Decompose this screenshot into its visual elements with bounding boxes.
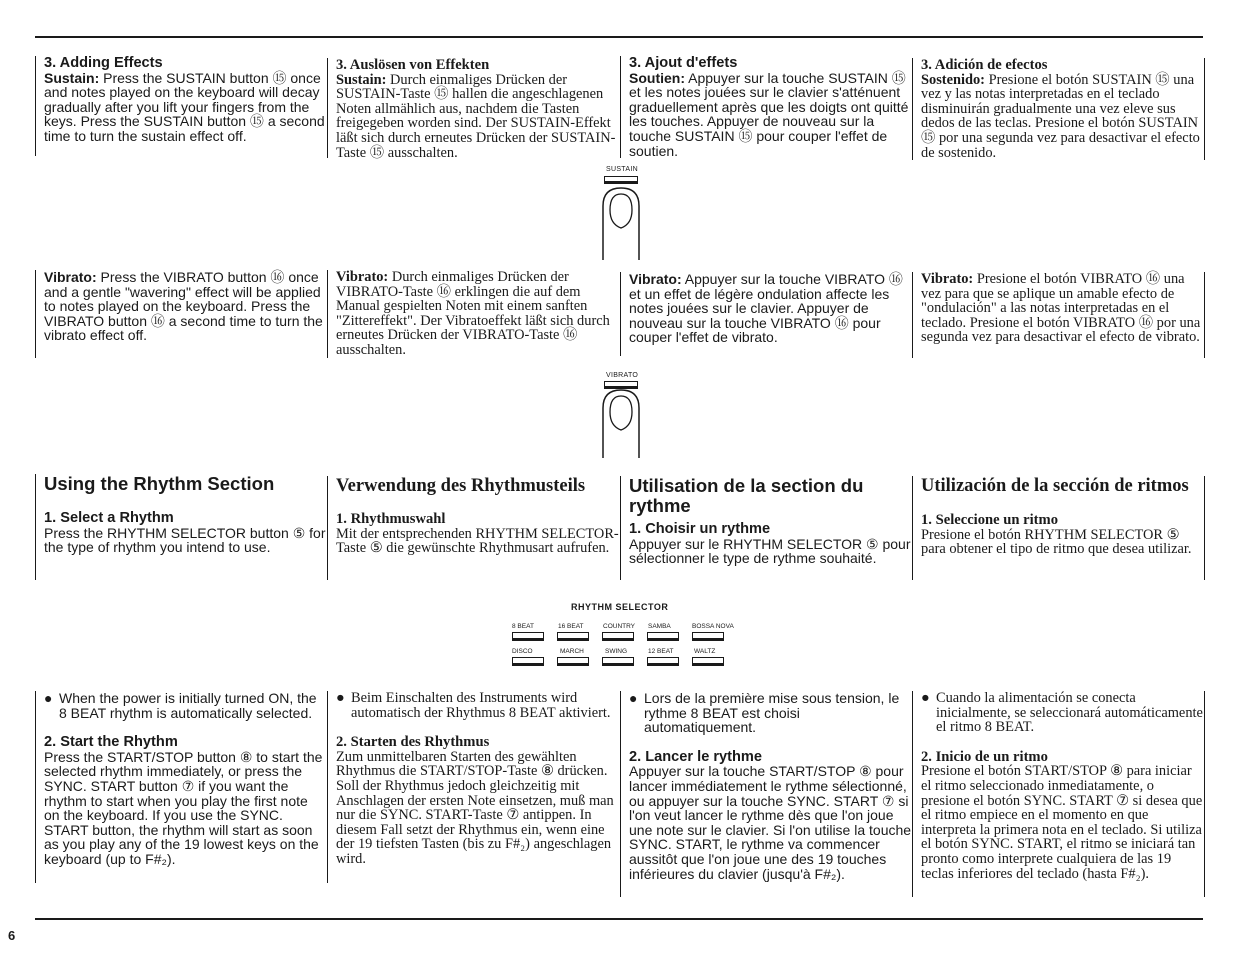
finger-icon: [598, 386, 644, 458]
vibrato-es: [912, 272, 1205, 358]
bullet-icon: ●: [921, 690, 930, 706]
finger-icon: [598, 184, 644, 260]
vibrato-figure-label: VIBRATO: [606, 372, 639, 379]
rhythm-label-march: MARCH: [560, 648, 584, 655]
rhythm-label-country: COUNTRY: [603, 623, 636, 630]
vibrato-label: Vibrato:: [629, 271, 682, 287]
vibrato-text: Presione el botón VIBRATO ⑯ una vez para que se aplique un amable efecto de "ondulación" a las notas interpretadas en el teclado. Presione el botón VIBRATO ⑯ por una segunda vez para desactivar el efecto de vibrato.: [921, 271, 1201, 346]
sustain-button-illustration: [604, 176, 638, 184]
vibrato-de: [327, 270, 619, 358]
rhythm-label-16-beat: 16 BEAT: [558, 623, 584, 630]
subsection-text: Mit der entsprechenden RHYTHM SELECTOR-Taste ⑤ die gewünschte Rhythmusart aufrufen.: [336, 525, 619, 557]
bullet-text: When the power is initially turned ON, the 8 BEAT rhythm is automatically selected.: [59, 690, 317, 721]
rhythm-button-samba: [647, 632, 679, 641]
vibrato-fr: [620, 272, 912, 356]
bullet-text: Beim Einschalten des Instruments wird automatisch der Rhythmus 8 BEAT aktiviert.: [351, 690, 611, 721]
bullet-text: Cuando la alimentación se conecta inicialmente, se seleccionará automáticamente el ritmo 8 BEAT.: [936, 690, 1203, 736]
sustain-paragraph: [44, 71, 327, 144]
section-heading: 3. Auslösen von Effekten: [336, 57, 490, 73]
rhythm-button-bossa-nova: [692, 632, 724, 641]
rhythm-button-march: [557, 657, 589, 666]
section-title: Utilización de la sección de ritmos: [921, 476, 1189, 496]
vibrato-text: Appuyer sur la touche VIBRATO ⑯ et un effet de légère ondulation affecte les notes jouées sur le clavier. Appuyer de nouveau sur la touche VIBRATO ⑯ pour couper l'effet de vibrato.: [629, 271, 903, 346]
rhythm-section-de: [327, 476, 619, 580]
sustain-label: Sustain:: [336, 71, 387, 88]
sustain-text: Presione el botón SUSTAIN ⑮ una vez y las notas interpretadas en el teclado disminuirán gradualmente una vez eleve sus dedos de las teclas. Presione el botón SUSTAIN ⑮ por una segunda vez para desactivar el efecto de sostenido.: [921, 71, 1200, 161]
sustain-text: Appuyer sur la touche SUSTAIN ⑮ et les notes jouées sur le clavier s'atténuent graduellement après que les doigts ont quitté les touches. Appuyer de nouveau sur la touche SUSTAIN ⑮ pour couper l'effet de soutien.: [629, 69, 909, 159]
bottom-rule: [35, 918, 1203, 920]
subsection-text: Presione el botón RHYTHM SELECTOR ⑤ para obtener el tipo de ritmo que desea utilizar.: [921, 526, 1192, 558]
adding-effects-en: [35, 56, 327, 156]
sustain-paragraph: [336, 73, 619, 161]
note-bullet: [44, 691, 327, 720]
subsection-text: Appuyer sur le RHYTHM SELECTOR ⑤ pour sélectionner le type de rythme souhaité.: [629, 535, 911, 567]
start-rhythm-es: [912, 691, 1205, 897]
adding-effects-fr: [620, 56, 912, 158]
vibrato-text: Durch einmaliges Drücken der VIBRATO-Taste ⑯ erklingen die auf dem Manual gespielten Noten mit einem sanften "Zittereffekt". Der Vibratoeffekt läßt sich durch erneutes Drücken der VIBRATO-Taste ⑯ ausschalten.: [336, 269, 610, 358]
rhythm-button-country: [602, 632, 634, 641]
note-bullet: [336, 691, 619, 720]
sustain-figure-label: SUSTAIN: [606, 166, 638, 173]
subsection-text: Presione el botón START/STOP ⑧ para iniciar el ritmo seleccionado inmediatamente, o presione el botón SYNC. START ⑦ si desea que el ritmo empiece en el momento en que interpreta la primera nota en el teclado. Si utiliza el botón SYNC. START, el ritmo se iniciará tan pronto como interprete cualquiera de las 19 teclas inferiores del teclado (hasta F#₂).: [921, 763, 1203, 882]
section-title: Using the Rhythm Section: [44, 473, 275, 494]
start-rhythm-de: [327, 691, 619, 883]
page-number: 6: [8, 928, 16, 943]
sustain-text: Durch einmaliges Drücken der SUSTAIN-Taste ⑮ hallen die angeschlagenen Noten allmählich aus, nachdem die Tasten freigegeben worden sind. Der SUSTAIN-Effekt läßt sich durch erneutes Drücken der SUSTAIN-Taste ⑮ ausschalten.: [336, 71, 616, 161]
adding-effects-de: [327, 57, 619, 161]
note-bullet: [921, 691, 1204, 735]
subsection-heading: 1. Seleccione un ritmo: [921, 512, 1058, 528]
rhythm-label-swing: SWING: [605, 648, 628, 655]
rhythm-section-fr: [620, 476, 912, 580]
sustain-paragraph: [629, 71, 912, 159]
rhythm-label-8-beat: 8 BEAT: [512, 623, 534, 630]
start-rhythm-en: [35, 691, 327, 883]
subsection-text: Zum unmittelbaren Starten des gewählten Rhythmus die START/STOP-Taste ⑧ drücken. Soll der Rhythmus jedoch gleichzeitig mit Anschlagen der ersten Note einsetzen, muß man nur die SYNC. START-Taste ⑦ antippen. In diesem Fall setzt der Rhythmus ein, wenn eine der 19 tiefsten Tasten (bis zu F#₂) angeschlagen wird.: [336, 748, 614, 867]
section-heading: 3. Adición de efectos: [921, 57, 1048, 73]
bullet-icon: ●: [336, 690, 345, 706]
rhythm-button-waltz: [692, 657, 724, 666]
subsection-heading: 2. Inicio de un ritmo: [921, 748, 1048, 765]
rhythm-label-disco: DISCO: [512, 648, 533, 655]
rhythm-button-16-beat: [557, 632, 589, 641]
section-heading: 3. Ajout d'effets: [629, 55, 738, 71]
subsection-text: Press the START/STOP button ⑧ to start the selected rhythm immediately, or press the SYNC. START button ⑦ if you want the rhythm to start when you play the first note on the keyboard. If you use the SYNC. START button, the rhythm will start as soon as you play any of the 19 lowest keys on the keyboard (up to F#₂).: [44, 748, 323, 867]
rhythm-button-12-beat: [647, 657, 679, 666]
rhythm-selector-title: RHYTHM SELECTOR: [571, 602, 669, 612]
vibrato-label: Vibrato:: [44, 269, 97, 285]
bullet-text: Lors de la première mise sous tension, le rythme 8 BEAT est choisi automatiquement.: [644, 690, 900, 736]
subsection-heading: 2. Lancer le rythme: [629, 748, 763, 765]
vibrato-paragraph: [44, 270, 327, 343]
section-heading: 3. Adding Effects: [44, 55, 163, 71]
sustain-paragraph: [921, 73, 1204, 161]
vibrato-paragraph: [921, 272, 1204, 345]
vibrato-label: Vibrato:: [921, 271, 974, 287]
vibrato-paragraph: [629, 272, 912, 345]
bullet-icon: ●: [629, 690, 638, 706]
top-rule: [35, 36, 1203, 38]
adding-effects-es: [912, 58, 1205, 160]
sustain-label: Sustain:: [44, 69, 100, 86]
rhythm-section-es: [912, 476, 1205, 580]
rhythm-label-samba: SAMBA: [648, 623, 671, 630]
subsection-heading: 1. Choisir un rythme: [629, 521, 771, 537]
sustain-label: Sostenido:: [921, 71, 985, 88]
subsection-text: Press the RHYTHM SELECTOR button ⑤ for the type of rhythm you intend to use.: [44, 524, 326, 556]
bullet-icon: ●: [44, 690, 53, 706]
vibrato-paragraph: [336, 270, 619, 358]
subsection-heading: 2. Starten des Rhythmus: [336, 734, 490, 751]
subsection-heading: 1. Rhythmuswahl: [336, 511, 446, 527]
vibrato-label: Vibrato:: [336, 269, 389, 285]
note-bullet: [629, 691, 912, 735]
rhythm-label-waltz: WALTZ: [694, 648, 716, 655]
vibrato-en: [35, 270, 327, 358]
rhythm-button-8-beat: [512, 632, 544, 641]
rhythm-label-12-beat: 12 BEAT: [648, 648, 674, 655]
rhythm-button-swing: [602, 657, 634, 666]
section-title: Utilisation de la section du rythme: [629, 475, 864, 516]
subsection-heading: 1. Select a Rhythm: [44, 510, 174, 526]
start-rhythm-fr: [620, 691, 912, 897]
sustain-label: Soutien:: [629, 69, 685, 86]
rhythm-button-disco: [512, 657, 544, 666]
section-title: Verwendung des Rhythmusteils: [336, 476, 586, 496]
rhythm-section-en: [35, 474, 327, 580]
vibrato-text: Press the VIBRATO button ⑯ once and a gentle "wavering" effect will be applied to notes played on the keyboard. Press the VIBRATO button ⑯ a second time to turn the vibrato effect off.: [44, 269, 323, 344]
sustain-text: Press the SUSTAIN button ⑮ once and notes played on the keyboard will decay gradually after you lift your fingers from the keys. Press the SUSTAIN button ⑮ a second time to turn the sustain effect off.: [44, 69, 325, 144]
subsection-heading: 2. Start the Rhythm: [44, 734, 178, 751]
subsection-text: Appuyer sur la touche START/STOP ⑧ pour lancer immédiatement le rythme sélectionné, ou appuyer sur la touche SYNC. START ⑦ si l'on veut lancer le rythme dès que l'on joue une note sur le clavier. Si l'on utilise la touche SYNC. START, le rythme va commencer aussitôt que l'on joue une des 19 touches inférieures du clavier (jusqu'à F#₂).: [629, 763, 912, 882]
rhythm-label-bossa-nova: BOSSA NOVA: [692, 623, 734, 630]
